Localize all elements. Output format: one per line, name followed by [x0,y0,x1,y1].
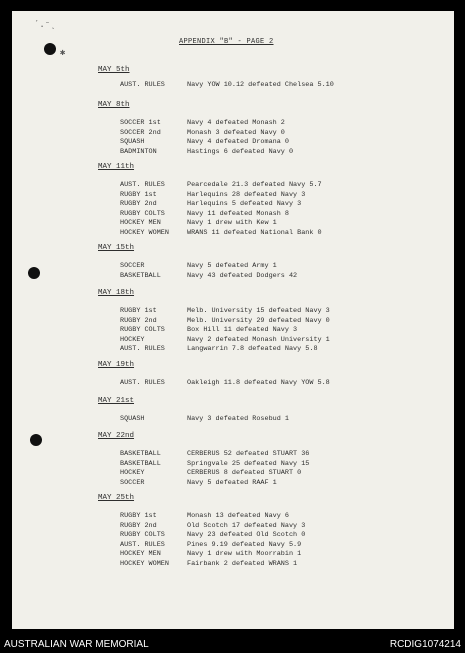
archive-footer [0,637,465,653]
sport-name: BASKETBALL [120,459,161,468]
result-row [98,307,330,317]
sport-name: SOCCER 1st [120,119,161,127]
sport-name: HOCKEY WOMEN [120,559,169,568]
results-section [98,163,322,239]
match-result: Pines 9.19 defeated Navy 5.9 [187,540,302,549]
document-page [12,11,454,629]
result-row [98,345,330,355]
sport-name: RUGBY COLTS [120,531,165,540]
match-result: Pearcedale 21.3 defeated Navy 5.7 [187,181,322,189]
sport-name: SQUASH [120,415,145,423]
match-result: Navy 4 defeated Dromana 0 [187,138,289,147]
match-result: CERBERUS 52 defeated STUART 36 [187,450,310,458]
result-row [98,219,322,229]
result-row [98,200,322,210]
result-row [98,210,322,220]
match-result: Harlequins 28 defeated Navy 3 [187,190,306,199]
section-date: MAY 21st [98,397,135,405]
result-row [98,138,293,148]
punch-hole [28,267,40,279]
result-row [98,541,305,551]
match-result: Navy 5 defeated Army 1 [187,262,277,270]
result-row [98,229,322,239]
result-row [98,460,309,470]
match-result: Monash 3 defeated Navy 0 [187,128,285,137]
match-result: Monash 13 defeated Navy 6 [187,512,289,520]
result-row [98,119,293,129]
match-result: Oakleigh 11.8 defeated Navy YOW 5.8 [187,379,330,387]
sport-name: AUST. RULES [120,181,165,189]
result-row [98,479,309,489]
match-result: Navy 43 defeated Dodgers 42 [187,271,298,280]
sport-name: HOCKEY WOMEN [120,228,169,237]
sport-name: RUGBY COLTS [120,209,165,218]
section-date: MAY 8th [98,101,130,109]
paper-mark: ✱ [60,48,66,58]
match-result: Navy 3 defeated Rosebud 1 [187,415,289,423]
match-result: Navy 2 defeated Monash University 1 [187,335,330,344]
result-row [98,469,309,479]
match-result: Melb. University 29 defeated Navy 0 [187,316,330,325]
page-heading: APPENDIX "B" - PAGE 2 [179,38,274,46]
match-result: Navy 4 defeated Monash 2 [187,119,285,127]
match-result: Fairbank 2 defeated WRANS 1 [187,559,298,568]
result-row [98,512,305,522]
paper-mark: ˊ.⁻ˎ [34,20,56,30]
sport-name: HOCKEY MEN [120,550,161,559]
result-row [98,191,322,201]
section-date: MAY 11th [98,163,135,171]
sport-name: RUGBY 2nd [120,200,157,209]
sport-name: HOCKEY MEN [120,219,161,228]
result-row [98,522,305,532]
match-result: Navy 1 drew with Kew 1 [187,219,277,228]
match-result: WRANS 11 defeated National Bank 0 [187,228,322,237]
result-row [98,317,330,327]
institution-label: AUSTRALIAN WAR MEMORIAL [4,639,149,650]
match-result: Old Scotch 17 defeated Navy 3 [187,521,306,530]
sport-name: HOCKEY [120,469,145,478]
section-date: MAY 25th [98,494,135,502]
sport-name: BADMINTON [120,147,157,156]
section-date: MAY 18th [98,289,135,297]
sport-name: AUST. RULES [120,345,165,354]
result-row [98,181,322,191]
record-id: RCDIG1074214 [389,639,461,650]
punch-hole [30,434,42,446]
result-row [98,560,305,570]
punch-hole [44,43,56,55]
match-result: Navy YOW 10.12 defeated Chelsea 5.10 [187,81,334,89]
result-row [98,336,330,346]
results-section [98,397,289,425]
result-row [98,550,305,560]
result-row [98,326,330,336]
sport-name: RUGBY 2nd [120,316,157,325]
results-section [98,361,330,389]
sport-name: SOCCER [120,478,145,487]
result-row [98,379,330,389]
section-date: MAY 22nd [98,432,135,440]
results-section [98,494,305,570]
results-section [98,66,334,91]
sport-name: AUST. RULES [120,81,165,89]
sport-name: SOCCER [120,262,145,270]
result-row [98,81,334,91]
match-result: CERBERUS 8 defeated STUART 0 [187,469,302,478]
match-result: Navy 11 defeated Monash 8 [187,209,289,218]
result-row [98,415,289,425]
sport-name: RUGBY 1st [120,512,157,520]
match-result: Langwarrin 7.8 defeated Navy 5.8 [187,345,318,354]
sport-name: AUST. RULES [120,540,165,549]
section-date: MAY 5th [98,66,130,74]
result-row [98,531,305,541]
sport-name: RUGBY 2nd [120,521,157,530]
sport-name: RUGBY 1st [120,190,157,199]
sport-name: RUGBY 1st [120,307,157,315]
section-date: MAY 19th [98,361,135,369]
sport-name: SOCCER 2nd [120,128,161,137]
match-result: Navy 5 defeated RAAF 1 [187,478,277,487]
results-section [98,244,297,281]
result-row [98,148,293,158]
sport-name: BASKETBALL [120,271,161,280]
result-row [98,450,309,460]
match-result: Box Hill 11 defeated Navy 3 [187,326,298,335]
match-result: Springvale 25 defeated Navy 15 [187,459,310,468]
section-date: MAY 15th [98,244,135,252]
sport-name: AUST. RULES [120,379,165,387]
result-row [98,272,297,282]
match-result: Harlequins 5 defeated Navy 3 [187,200,302,209]
result-row [98,129,293,139]
sport-name: RUGBY COLTS [120,326,165,335]
results-section [98,101,293,157]
sport-name: BASKETBALL [120,450,161,458]
results-section [98,432,309,488]
match-result: Melb. University 15 defeated Navy 3 [187,307,330,315]
result-row [98,262,297,272]
match-result: Hastings 6 defeated Navy 0 [187,147,294,156]
match-result: Navy 1 drew with Moorrabin 1 [187,550,302,559]
results-section [98,289,330,355]
match-result: Navy 23 defeated Old Scotch 0 [187,531,306,540]
sport-name: HOCKEY [120,335,145,344]
sport-name: SQUASH [120,138,145,147]
